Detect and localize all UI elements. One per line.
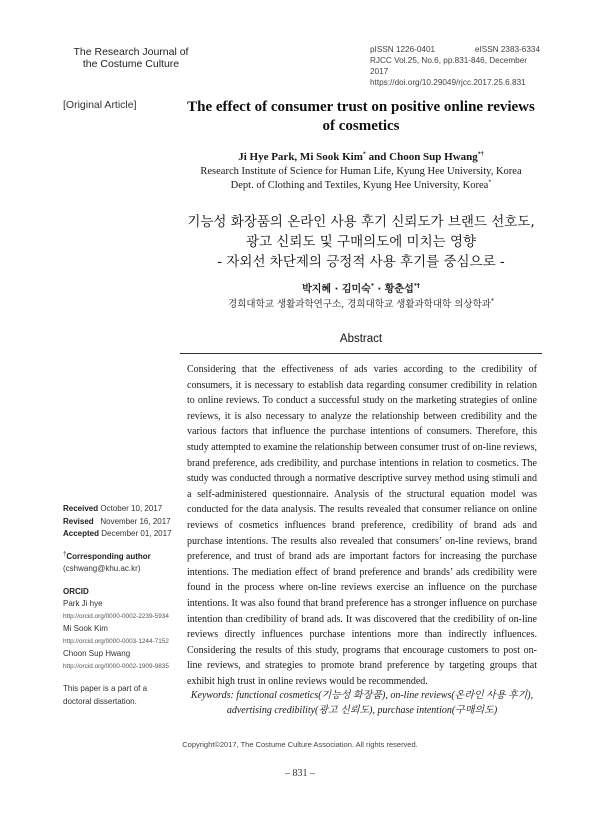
paper-title — [185, 98, 537, 136]
dates-block — [63, 503, 181, 541]
journal-name — [66, 46, 196, 70]
orcid-block — [63, 586, 181, 674]
copyright-notice: Copyright©2017, The Costume Culture Association. All rights reserved. — [182, 740, 418, 749]
affiliation-2-text: Dept. of Clothing and Textiles, Kyung Hee University, Korea — [230, 180, 489, 191]
korean-authors-b-mark: *† — [413, 282, 420, 290]
page-number: – 831 – — [285, 768, 315, 779]
article-sidebar — [63, 503, 181, 708]
keywords — [187, 688, 537, 718]
received-row — [63, 503, 181, 516]
doi-link[interactable]: https://doi.org/10.29049/rjcc.2017.25.6.831 — [370, 78, 526, 87]
abstract-heading: Abstract — [339, 333, 383, 345]
dissertation-note: This paper is a part of a doctoral dissertation. — [63, 684, 148, 706]
corresponding-label-row — [63, 551, 181, 564]
korean-subtitle: - 자외선 차단제의 긍정적 사용 후기를 중심으로 - — [217, 254, 505, 270]
korean-title-line2: 광고 신뢰도 및 구매의도에 미치는 영향 — [245, 234, 477, 250]
journal-name-line1: The Research Journal of — [73, 46, 189, 58]
korean-authors-a-mark: * — [370, 282, 374, 290]
abstract-divider — [180, 353, 542, 354]
citation: RJCC Vol.25, No.6, pp.831-846, December 2017 — [370, 56, 528, 76]
orcid-name-2: Mi Sook Kim — [63, 624, 108, 633]
issn-row — [370, 44, 540, 55]
corresponding-block — [63, 551, 181, 576]
author-2-mark: *† — [477, 151, 484, 158]
korean-title-line1: 기능성 화장품의 온라인 사용 후기 신뢰도가 브랜드 선호도, — [187, 214, 535, 230]
accepted-date: December 01, 2017 — [101, 529, 172, 538]
pissn: pISSN 1226-0401 — [370, 45, 436, 54]
affiliation-2-mark: * — [488, 179, 492, 186]
author-group-1: Ji Hye Park, Mi Sook Kim — [238, 151, 363, 163]
article-type: [Original Article] — [63, 99, 137, 111]
abstract-body: Considering that the effectiveness of ads varies according to the credibility of consumers, it is necessary to establish data regarding consumer credibility in relation to online reviews. To conduct a successful study on the marketing strategies of online reviews, it is also necessary to analyze the relationship between credibility and the various factors that influence the purchase intentions of consumers. Therefore, this study attempted to examine the relationship between consumer trust of on-line reviews, brand preference, ads credibility, and purchase intentions in relation to cosmetics. The study was conducted through a normative descriptive survey method using stimuli and a self-administered questionnaire. Analysis of the structural equation model was conducted for the data analysis. The results revealed that consumer reliance on online reviews of cosmetics influences brand preference, credibility of brand ads and purchase intentions. The results also revealed that consumers’ on-line reviews, brand preference, and trust of brand ads are important factors for increasing the purchase intentions. The mediation effect of brand preference and brands’ ads credibility were found in the process where on-line reviews exercise an influence on the purchase intentions. It was also found that brand preference has a stronger influence on purchase intention than credibility of brand ads. It was discovered that the credibility of on-line reviews directly influences purchase intentions more than indirectly influences. Considering the results of this study, programs that encourage customers to post on-line reviews, and strategies to promote brand preference by targeting groups that exhibit high trust in online reviews would be recommended. — [187, 364, 537, 687]
accepted-row — [63, 528, 181, 541]
orcid-name-3: Choon Sup Hwang — [63, 649, 131, 658]
corresponding-label: Corresponding author — [66, 551, 151, 561]
accepted-label: Accepted — [63, 529, 100, 538]
corresponding-mark: † — [63, 550, 67, 557]
korean-title — [185, 212, 537, 272]
orcid-link-1[interactable]: http://orcid.org/0000-0002-2239-5934 — [63, 612, 169, 620]
keywords-line2: advertising credibility(광고 신뢰도), purchase intention(구매의도) — [226, 705, 498, 716]
korean-authors-b: · 황춘섭 — [373, 284, 414, 295]
received-date: October 10, 2017 — [100, 504, 163, 513]
revised-date: November 16, 2017 — [100, 516, 171, 526]
korean-authors-a: 박지혜 · 김미숙 — [302, 284, 371, 295]
affiliation-2 — [185, 179, 537, 193]
orcid-label: ORCID — [63, 586, 89, 596]
revised-label: Revised — [63, 516, 94, 526]
korean-affiliation-mark: * — [490, 297, 494, 305]
eissn: eISSN 2383-6334 — [474, 45, 540, 54]
korean-authors — [185, 280, 537, 295]
korean-affiliation-text: 경희대학교 생활과학연구소, 경희대학교 생활과학대학 의상학과 — [228, 299, 491, 310]
author-1-mark: * — [362, 151, 366, 158]
orcid-link-2[interactable]: http://orcid.org/0000-0003-1244-7152 — [63, 637, 169, 645]
orcid-link-3[interactable]: http://orcid.org/0000-0002-1909-9835 — [63, 662, 169, 670]
title-line1: The effect of consumer trust on positive online reviews — [187, 99, 535, 115]
journal-name-line2: the Costume Culture — [82, 58, 180, 70]
corresponding-email[interactable]: (cshwang@khu.ac.kr) — [63, 564, 141, 573]
title-line2: of cosmetics — [322, 118, 400, 134]
keywords-line1: Keywords: functional cosmetics(기능성 화장품), on-line reviews(온라인 사용 후기), — [190, 690, 534, 701]
affiliation-1: Research Institute of Science for Human Life, Kyung Hee University, Korea — [200, 166, 522, 177]
orcid-name-1: Park Ji hye — [63, 599, 103, 608]
korean-affiliation — [185, 296, 537, 310]
author-list — [185, 150, 537, 164]
received-label: Received — [63, 504, 99, 513]
publication-meta — [370, 44, 540, 88]
revised-row — [63, 516, 181, 529]
author-group-2: and Choon Sup Hwang — [365, 151, 478, 163]
